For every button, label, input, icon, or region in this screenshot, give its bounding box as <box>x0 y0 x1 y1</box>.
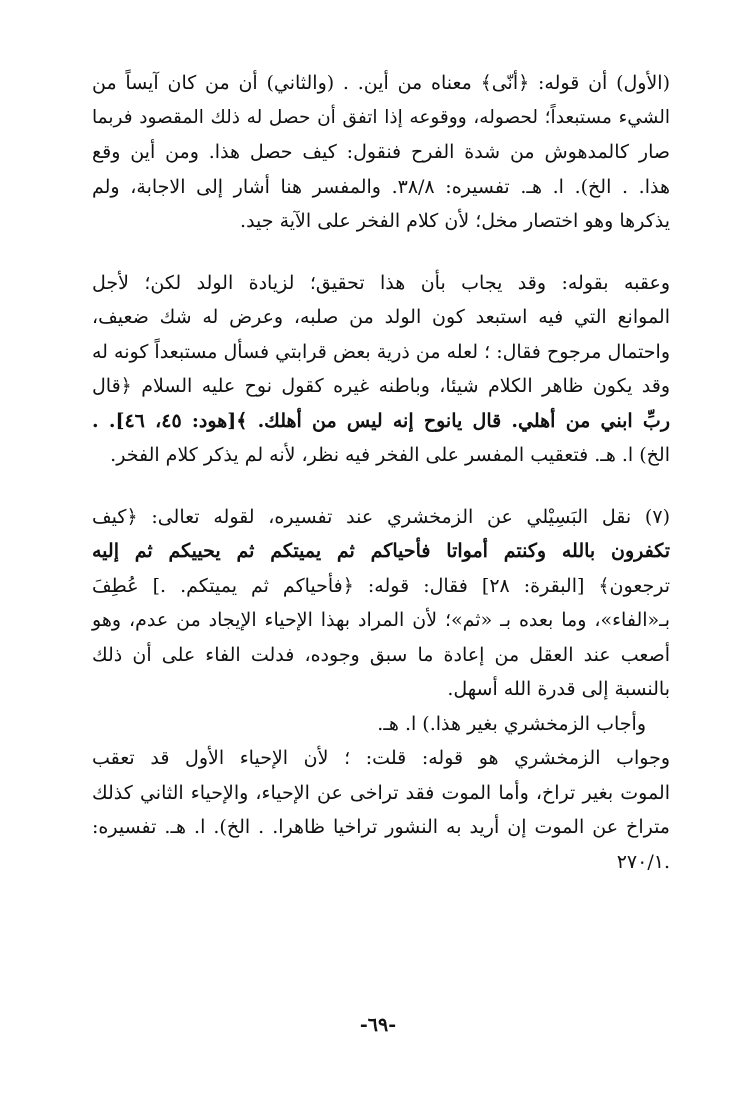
page-body <box>92 66 670 879</box>
text-line: تكفرون بالله وكنتم أمواتا فأحياكم ثم يميتكم ثم يحييكم ثم إليه <box>92 540 670 562</box>
text-line: (٧) نقل البَسِيْلي عن الزمخشري عند تفسيره، لقوله تعالى: ﴿كيف <box>92 505 670 528</box>
text-line: هذا. . الخ). ا. هـ. تفسيره: ٣٨/٨. والمفسر هنا أشار إلى الاجابة، ولم <box>92 175 670 198</box>
text-line: الخ) ا. هـ. فتعقيب المفسر على الفخر فيه نظر، لأنه لم يذكر كلام الفخر. <box>110 444 670 466</box>
text-line: .٢٧٠/١ <box>616 850 670 873</box>
text-line: (الأول) أن قوله: ﴿أنّى﴾ معناه من أين. . (والثاني) أن من كان آيساً من <box>92 72 670 94</box>
text-line: ترجعون﴾ [البقرة: ٢٨] فقال: قوله: ﴿فأحياكم ثم يميتكم. .] عُطِفَ <box>92 574 671 597</box>
text-line: وجواب الزمخشري هو قوله: قلت: ؛ لأن الإحياء الأول قد تعقب <box>92 747 670 769</box>
paragraph-second <box>92 266 670 473</box>
paragraph-third <box>92 500 670 880</box>
paragraph-gap <box>92 473 670 500</box>
text-line: الشيء مستبعداً؛ لحصوله، ووقوعه إذا اتفق أن حصل له ذلك المقصود فربما <box>92 106 670 128</box>
text-line: بـ«الفاء»، وما بعده بـ «ثم»؛ لأن المراد بهذا الإحياء الإيجاد من عدم، وهو <box>92 609 670 631</box>
text-line: ربِّ ابني من أهلي. قال يانوح إنه ليس من أهلك. ﴾[هود: ٤٥، ٤٦]. . <box>92 409 670 432</box>
page-number: -٦٩- <box>359 1014 397 1036</box>
text-line: يذكرها وهو اختصار مخل؛ لأن كلام الفخر على الآية جيد. <box>240 210 670 232</box>
paragraph-first <box>92 66 670 239</box>
text-line: أصعب عند العقل من إعادة ما سبق وجوده، فدلت الفاء على أن ذلك <box>92 643 670 666</box>
text-line: بالنسبة إلى قدرة الله أسهل. <box>447 678 670 700</box>
paragraph-gap <box>92 239 670 266</box>
text-line: الموت بغير تراخ، وأما الموت فقد تراخى عن الإحياء، والإحياء الثاني كذلك <box>92 781 670 804</box>
text-line: وعقبه بقوله: وقد يجاب بأن هذا تحقيق؛ لزيادة الولد لكن؛ لأجل <box>92 271 670 294</box>
text-line: صار كالمدهوش من شدة الفرح فنقول: كيف حصل هذا. ومن أين وقع <box>92 141 670 163</box>
text-line: وقد يكون ظاهر الكلام شيئا، وباطنه غيره كقول نوح عليه السلام ﴿قال <box>92 375 670 397</box>
text-line: متراخ عن الموت إن أريد به النشور تراخيا ظاهرا. . الخ). ا. هـ. تفسيره: <box>92 816 670 838</box>
text-line: واحتمال مرجوح فقال: ؛ لعله من ذرية بعض قرابتي فسأل مستبعداً كونه له <box>92 340 670 363</box>
text-line: الموانع التي فيه استبعد كون الولد من صلبه، وعرض له شك ضعيف، <box>92 306 670 328</box>
text-line: وأجاب الزمخشري بغير هذا.) ا. هـ. <box>377 712 646 735</box>
